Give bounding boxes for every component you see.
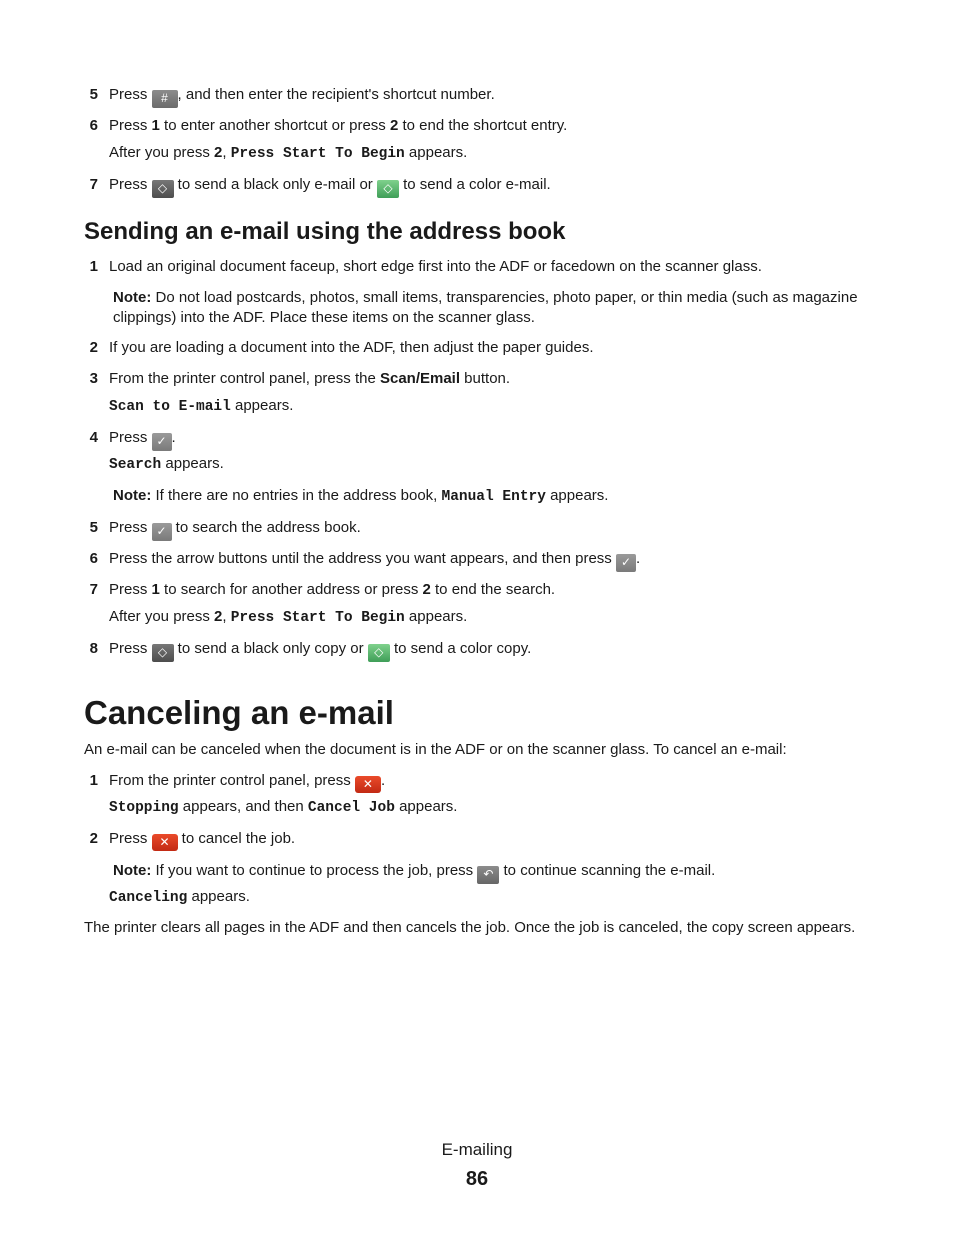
step-text: Press xyxy=(109,429,152,446)
display-message: Search xyxy=(109,457,162,473)
section-heading-address-book: Sending an e-mail using the address book xyxy=(84,218,566,245)
step-number: 8 xyxy=(89,640,98,657)
step-number: 1 xyxy=(89,772,98,789)
stop-button-icon: ✕ xyxy=(152,834,178,851)
step-text: From the printer control panel, press the xyxy=(109,370,380,387)
note-text: If there are no entries in the address book, xyxy=(151,487,442,504)
step-text: Press the arrow buttons until the address you want appears, and then press xyxy=(109,550,616,567)
scan-email-button-label: Scan/Email xyxy=(379,370,461,387)
cancel-closing: The printer clears all pages in the ADF and then cancels the job. Once the job is canceled, the copy screen appears. xyxy=(84,919,856,936)
cancel-step-1-result xyxy=(109,796,899,819)
key-1: 1 xyxy=(151,117,160,134)
step-text: appears. xyxy=(230,397,294,414)
step-number: 6 xyxy=(89,550,98,567)
cancel-step-2 xyxy=(84,828,884,850)
footer-section-name: E-mailing xyxy=(441,1140,513,1159)
step-text: Press xyxy=(109,581,152,598)
step-text: to send a color copy. xyxy=(389,640,532,657)
display-message: Canceling xyxy=(109,890,188,906)
back-button-icon: ↶ xyxy=(477,866,499,884)
step-text: appears. xyxy=(394,798,458,815)
step-text: . xyxy=(380,772,386,789)
step-text: , xyxy=(222,144,231,161)
key-2: 2 xyxy=(422,581,431,598)
step-text: to search the address book. xyxy=(171,519,361,536)
address-step-2 xyxy=(84,337,884,359)
step-text: If you are loading a document into the ADF, then adjust the paper guides. xyxy=(109,339,594,356)
display-message: Cancel Job xyxy=(307,800,395,816)
note-no-entries xyxy=(113,486,883,507)
step-5-shortcut xyxy=(84,84,884,106)
step-text: appears, and then xyxy=(178,798,308,815)
start-black-icon: ◇ xyxy=(152,180,174,198)
step-text: to end the shortcut entry. xyxy=(398,117,568,134)
note-text: If you want to continue to process the job, press xyxy=(151,862,478,879)
check-button-icon: ✓ xyxy=(152,523,172,541)
step-text: to send a black only e-mail or xyxy=(173,176,377,193)
step-text: to cancel the job. xyxy=(177,830,296,847)
step-6-shortcut xyxy=(84,115,884,137)
step-text: appears. xyxy=(404,608,468,625)
start-color-icon: ◇ xyxy=(368,644,390,662)
address-step-7-result xyxy=(109,606,899,629)
page-number: 86 xyxy=(465,1168,489,1190)
key-2: 2 xyxy=(214,144,223,161)
step-7-send xyxy=(84,174,884,196)
address-step-3-result xyxy=(109,395,899,418)
display-message: Press Start To Begin xyxy=(230,610,405,626)
hash-button-icon: # xyxy=(152,90,178,108)
step-number: 4 xyxy=(89,429,98,446)
step-text: After you press xyxy=(109,144,215,161)
note-label: Note: xyxy=(113,862,152,879)
step-number: 7 xyxy=(89,176,98,193)
step-number: 2 xyxy=(89,339,98,356)
key-2: 2 xyxy=(214,608,223,625)
step-number: 2 xyxy=(89,830,98,847)
step-text: Load an original document faceup, short edge first into the ADF or facedown on the scanner glass. xyxy=(109,258,762,275)
step-text: . xyxy=(635,550,641,567)
step-text: . xyxy=(171,429,176,446)
address-step-8 xyxy=(84,638,884,660)
step-number: 6 xyxy=(89,117,98,134)
step-text: to end the search. xyxy=(430,581,556,598)
display-message: Stopping xyxy=(109,800,179,816)
check-button-icon: ✓ xyxy=(152,433,172,451)
step-text: From the printer control panel, press xyxy=(109,772,355,789)
step-text: to search for another address or press xyxy=(159,581,423,598)
step-text: Press xyxy=(109,640,152,657)
address-step-4-result xyxy=(109,453,899,476)
step-text: appears. xyxy=(404,144,468,161)
step-number: 5 xyxy=(89,86,98,103)
check-button-icon: ✓ xyxy=(616,554,636,572)
step-text: to enter another shortcut or press xyxy=(159,117,390,134)
note-text: Do not load postcards, photos, small items, transparencies, photo paper, or thin media (such as magazine clippings) into the ADF. Place these items on the scanner glass. xyxy=(113,289,858,326)
note-label: Note: xyxy=(113,487,152,504)
step-text: Press xyxy=(109,830,152,847)
step-text: Press xyxy=(109,176,152,193)
step-text: button. xyxy=(460,370,511,387)
step-text: to send a black only copy or xyxy=(173,640,368,657)
step-text: , xyxy=(222,608,231,625)
step-text: Press xyxy=(109,519,152,536)
step-number: 1 xyxy=(89,258,98,275)
note-text: to continue scanning the e-mail. xyxy=(499,862,716,879)
step-number: 3 xyxy=(89,370,98,387)
start-black-icon: ◇ xyxy=(152,644,174,662)
step-text: After you press xyxy=(109,608,215,625)
display-message: Scan to E-mail xyxy=(109,399,231,415)
step-text: appears. xyxy=(161,455,224,472)
cancel-step-1 xyxy=(84,770,884,792)
step-number: 7 xyxy=(89,581,98,598)
note-label: Note: xyxy=(113,289,152,306)
key-1: 1 xyxy=(151,581,160,598)
step-number: 5 xyxy=(89,519,98,536)
address-step-1 xyxy=(84,256,884,278)
step-text: Press xyxy=(109,117,152,134)
start-color-icon: ◇ xyxy=(377,180,399,198)
address-step-3 xyxy=(84,368,884,390)
step-6-result xyxy=(109,142,899,165)
stop-button-icon: ✕ xyxy=(355,776,381,793)
cancel-intro: An e-mail can be canceled when the document is in the ADF or on the scanner glass. To cancel an e-mail: xyxy=(84,741,787,758)
address-step-4 xyxy=(84,427,884,449)
step-text: appears. xyxy=(187,888,250,905)
key-2: 2 xyxy=(389,117,399,134)
section-heading-cancel: Canceling an e-mail xyxy=(84,694,394,731)
step-text: to send a color e-mail. xyxy=(398,176,551,193)
step-text: Press xyxy=(109,86,152,103)
display-message: Manual Entry xyxy=(441,489,546,505)
address-step-6 xyxy=(84,548,884,570)
address-step-5 xyxy=(84,517,884,539)
note-media xyxy=(113,288,883,328)
step-text: , and then enter the recipient's shortcut number. xyxy=(177,86,495,103)
note-continue xyxy=(113,861,883,884)
note-text: appears. xyxy=(545,487,609,504)
display-message: Press Start To Begin xyxy=(230,146,405,162)
cancel-note-result xyxy=(109,886,899,909)
address-step-7 xyxy=(84,579,884,601)
